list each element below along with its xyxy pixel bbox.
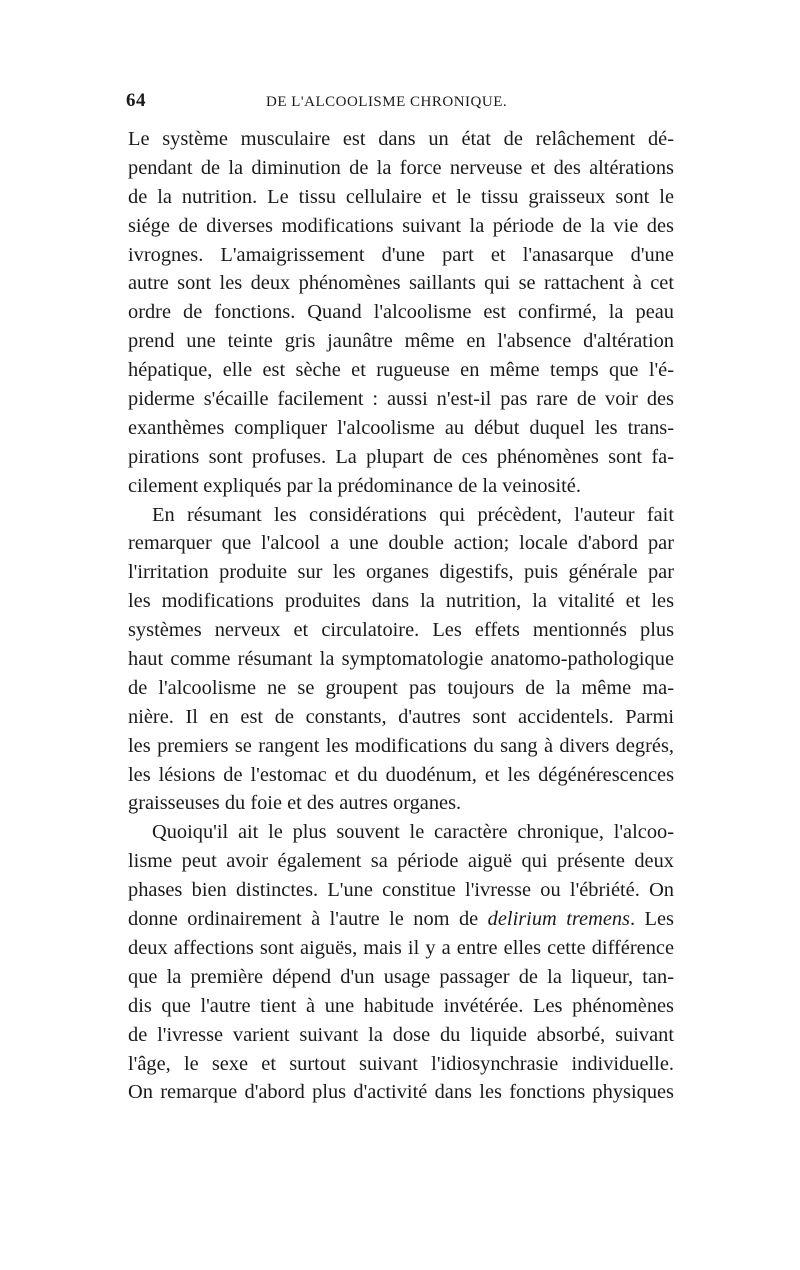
text-line: hépatique, elle est sèche et rugueuse en même temps que l'é- [128, 359, 674, 382]
text-line: l'âge, le sexe et surtout suivant l'idiosynchrasie individuelle. [128, 1052, 674, 1075]
paragraph-3 [128, 818, 674, 1107]
text-line: les premiers se rangent les modifications du sang à divers degrés, [128, 734, 674, 757]
italic-term: delirium tremens [487, 908, 630, 931]
text-line: ordre de fonctions. Quand l'alcoolisme est confirmé, la peau [128, 301, 674, 324]
text-line: de l'ivresse varient suivant la dose du liquide absorbé, suivant [128, 1023, 674, 1046]
text-line: ivrognes. L'amaigrissement d'une part et l'anasarque d'une [128, 243, 674, 266]
text-line: Le système musculaire est dans un état de relâchement dé- [128, 128, 674, 150]
text-line: siége de diverses modifications suivant la période de la vie des [128, 214, 674, 237]
text-line: On remarque d'abord plus d'activité dans les fonctions physiques [128, 1081, 674, 1104]
text-line: graisseuses du foie et des autres organes. [128, 792, 462, 815]
text-line: haut comme résumant la symptomatologie anatomo-pathologique [128, 648, 674, 671]
text-line: cilement expliqués par la prédominance de la veinosité. [128, 474, 581, 497]
body-text [128, 125, 674, 1107]
text-line: deux affections sont aiguës, mais il y a entre elles cette différence [128, 936, 674, 959]
text-line: phases bien distinctes. L'une constitue l'ivresse ou l'ébriété. On [128, 879, 674, 902]
text-segment: donne ordinairement à l'autre le nom de [128, 908, 488, 931]
text-line: piderme s'écaille facilement : aussi n'est-il pas rare de voir des [128, 388, 674, 411]
text-line: de l'alcoolisme ne se groupent pas toujours de la même ma- [128, 676, 674, 699]
running-title: DE L'ALCOOLISME CHRONIQUE. [266, 94, 508, 110]
text-line: les lésions de l'estomac et du duodénum, et les dégénérescences [128, 763, 674, 786]
text-line: lisme peut avoir également sa période aiguë qui présente deux [128, 850, 674, 873]
text-line: exanthèmes compliquer l'alcoolisme au début duquel les trans- [128, 416, 674, 439]
text-line: autre sont les deux phénomènes saillants qui se rattachent à cet [128, 272, 674, 295]
text-line: nière. Il en est de constants, d'autres sont accidentels. Parmi [128, 705, 674, 728]
text-line: dis que l'autre tient à une habitude invétérée. Les phénomènes [128, 994, 674, 1017]
text-line: systèmes nerveux et circulatoire. Les effets mentionnés plus [128, 619, 674, 642]
paragraph-1 [128, 125, 674, 501]
text-line: pendant de la diminution de la force nerveuse et des altérations [128, 156, 674, 179]
text-line: En résumant les considérations qui précèdent, l'auteur fait [152, 503, 674, 526]
text-line: de la nutrition. Le tissu cellulaire et le tissu graisseux sont le [128, 185, 674, 208]
text-line: Quoiqu'il ait le plus souvent le caractère chronique, l'alcoo- [152, 821, 674, 844]
text-line-delirium [128, 905, 674, 934]
text-line: que la première dépend d'un usage passager de la liqueur, tan- [128, 965, 674, 988]
text-line: l'irritation produite sur les organes digestifs, puis générale par [128, 561, 674, 584]
page-number: 64 [126, 90, 146, 111]
text-line: les modifications produites dans la nutrition, la vitalité et les [128, 590, 674, 613]
text-line: pirations sont profuses. La plupart de ces phénomènes sont fa- [128, 445, 674, 468]
paragraph-2 [128, 501, 674, 819]
text-segment: . Les [630, 908, 674, 931]
running-head [126, 84, 674, 120]
text-line: remarquer que l'alcool a une double action; locale d'abord par [128, 532, 674, 555]
text-line: prend une teinte gris jaunâtre même en l'absence d'altération [128, 330, 674, 353]
